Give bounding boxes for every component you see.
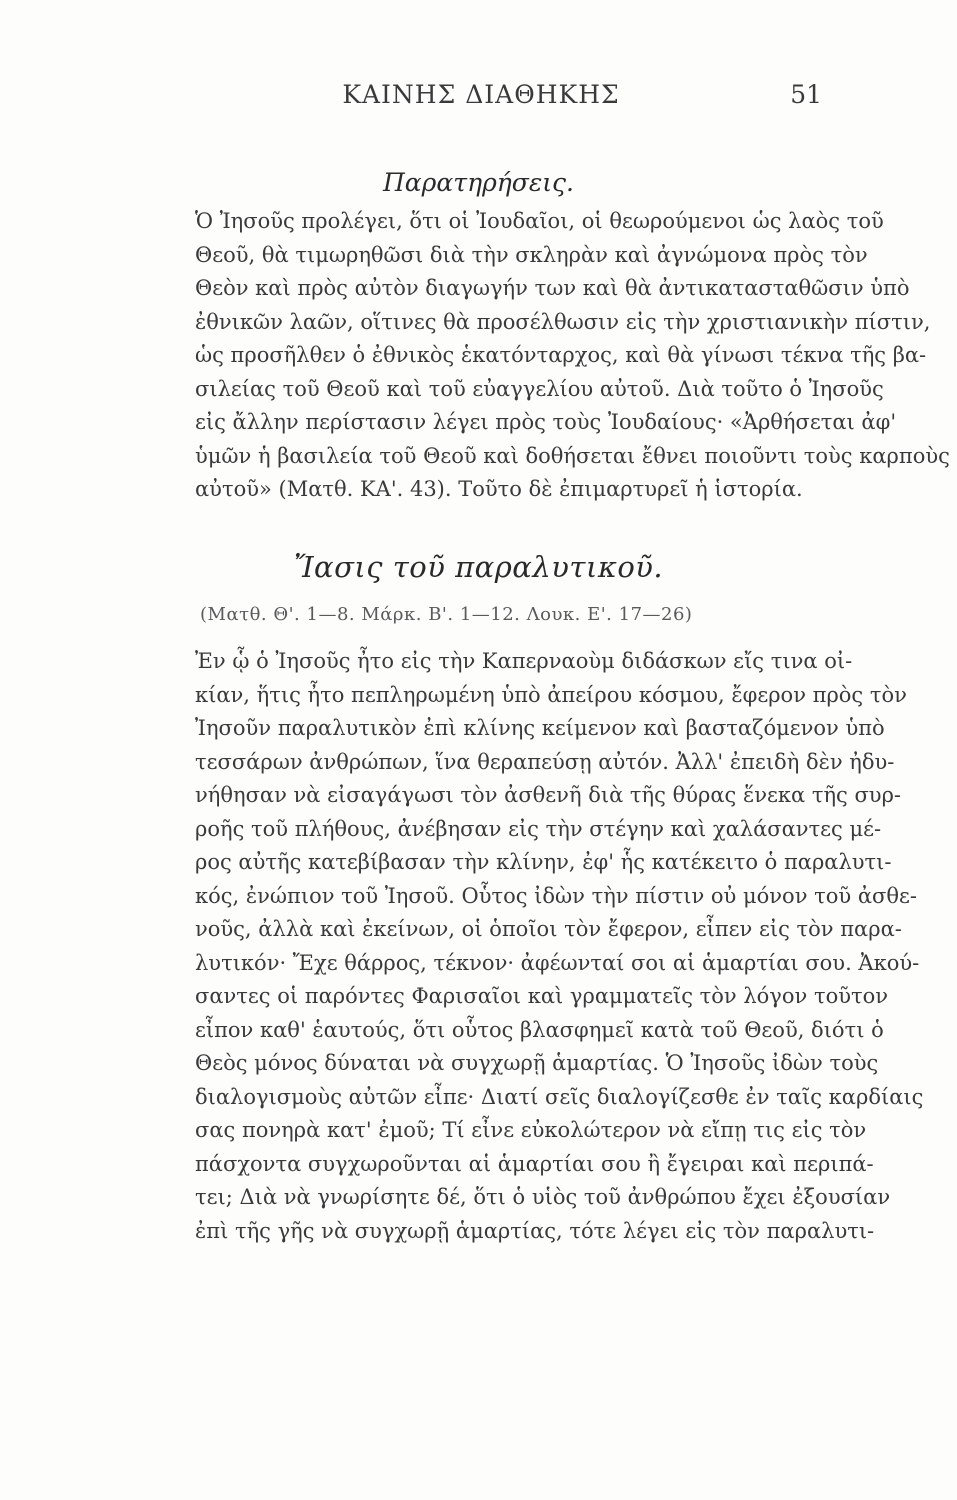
text-line: Θεὸν καὶ πρὸς αὐτὸν διαγωγήν των καὶ θὰ ἀντικατασταθῶσιν ὑπὸ — [195, 276, 910, 300]
text-line: αὐτοῦ» (Ματθ. ΚΑ'. 43). Τοῦτο δὲ ἐπιμαρτυρεῖ ἡ ἱστορία. — [195, 477, 803, 501]
text-line: λυτικόν· Ἔχε θάρρος, τέκνον· ἀφέωνταί σοι αἱ ἁμαρτίαι σου. Ἀκού- — [195, 950, 920, 975]
text-line: Ἰησοῦν παραλυτικὸν ἐπὶ κλίνης κείμενον καὶ βασταζόμενον ὑπὸ — [195, 716, 885, 740]
text-line: ἐθνικῶν λαῶν, οἵτινες θὰ προσέλθωσιν εἰς τὴν χριστιανικὴν πίστιν, — [195, 309, 931, 334]
text-line: ἐπὶ τῆς γῆς νὰ συγχωρῇ ἁμαρτίας, τότε λέγει εἰς τὸν παραλυτι- — [195, 1218, 875, 1243]
section-heading-healing: Ἴασις τοῦ παραλυτικοῦ. — [293, 550, 664, 584]
text-line: τεσσάρων ἀνθρώπων, ἵνα θεραπεύσῃ αὐτόν. Ἀλλ' ἐπειδὴ δὲν ἠδυ- — [195, 749, 895, 774]
text-line: ρος αὐτῆς κατεβίβασαν τὴν κλίνην, ἐφ' ἧς κατέκειτο ὁ παραλυτι- — [195, 850, 892, 874]
text-line: ὑμῶν ἡ βασιλεία τοῦ Θεοῦ καὶ δοθήσεται ἔθνει ποιοῦντι τοὺς καρποὺς — [195, 443, 950, 468]
paragraph-healing — [195, 645, 924, 1248]
text-line: διαλογισμοὺς αὐτῶν εἶπε· Διατί σεῖς διαλογίζεσθε ἐν ταῖς καρδίαις — [195, 1084, 924, 1109]
text-line: ὡς προσῆλθεν ὁ ἐθνικὸς ἑκατόνταρχος, καὶ θὰ γίνωσι τέκνα τῆς βα- — [195, 343, 927, 367]
text-line: κίαν, ἥτις ἦτο πεπληρωμένη ὑπὸ ἀπείρου κόσμου, ἔφερον πρὸς τὸν — [195, 682, 907, 707]
running-title: ΚΑΙΝΗΣ ΔΙΑΘΗΚΗΣ — [342, 80, 620, 109]
text-line: Θεοῦ, θὰ τιμωρηθῶσι διὰ τὴν σκληρὰν καὶ ἀγνώμονα πρὸς τὸν — [195, 242, 868, 267]
text-line: εἶπον καθ' ἑαυτούς, ὅτι οὗτος βλασφημεῖ κατὰ τοῦ Θεοῦ, διότι ὁ — [195, 1017, 884, 1042]
text-line: τει; Διὰ νὰ γνωρίσητε δέ, ὅτι ὁ υἱὸς τοῦ ἀνθρώπου ἔχει ἐξουσίαν — [195, 1185, 891, 1209]
text-line: ροῆς τοῦ πλήθους, ἀνέβησαν εἰς τὴν στέγην καὶ χαλάσαντες μέ- — [195, 816, 882, 841]
page-number: 51 — [790, 80, 822, 109]
scripture-references: (Ματθ. Θ'. 1—8. Μάρκ. Β'. 1—12. Λουκ. Ε'. 17—26) — [200, 604, 693, 625]
text-line: εἰς ἄλλην περίστασιν λέγει πρὸς τοὺς Ἰουδαίους· «Ἀρθήσεται ἀφ' — [195, 410, 897, 434]
text-line: Θεὸς μόνος δύναται νὰ συγχωρῇ ἁμαρτίας. Ὁ Ἰησοῦς ἰδὼν τοὺς — [195, 1051, 879, 1075]
text-line: νοῦς, ἀλλὰ καὶ ἐκείνων, οἱ ὁποῖοι τὸν ἔφερον, εἶπεν εἰς τὸν παρα- — [195, 917, 902, 941]
text-line: νήθησαν νὰ εἰσαγάγωσι τὸν ἀσθενῆ διὰ τῆς θύρας ἕνεκα τῆς συρ- — [195, 783, 902, 807]
text-line: σαντες οἱ παρόντες Φαρισαῖοι καὶ γραμματεῖς τὸν λόγον τοῦτον — [195, 984, 888, 1008]
text-line: σιλείας τοῦ Θεοῦ καὶ τοῦ εὐαγγελίου αὐτοῦ. Διὰ τοῦτο ὁ Ἰησοῦς — [195, 376, 884, 401]
text-line: πάσχοντα συγχωροῦνται αἱ ἁμαρτίαι σου ἢ ἔγειραι καὶ περιπά- — [195, 1151, 874, 1176]
paragraph-observations — [195, 205, 950, 507]
text-line: Ὁ Ἰησοῦς προλέγει, ὅτι οἱ Ἰουδαῖοι, οἱ θεωρούμενοι ὡς λαὸς τοῦ — [195, 209, 884, 233]
section-heading-observations: Παρατηρήσεις. — [383, 168, 574, 197]
text-line: Ἐν ᾧ ὁ Ἰησοῦς ἦτο εἰς τὴν Καπερναοὺμ διδάσκων εἴς τινα οἰ- — [195, 649, 853, 673]
running-header — [140, 80, 822, 112]
text-line: κός, ἐνώπιον τοῦ Ἰησοῦ. Οὗτος ἰδὼν τὴν πίστιν οὐ μόνον τοῦ ἀσθε- — [195, 883, 917, 908]
text-line: σας πονηρὰ κατ' ἐμοῦ; Τί εἶνε εὐκολώτερον νὰ εἴπῃ τις εἰς τὸν — [195, 1118, 867, 1142]
